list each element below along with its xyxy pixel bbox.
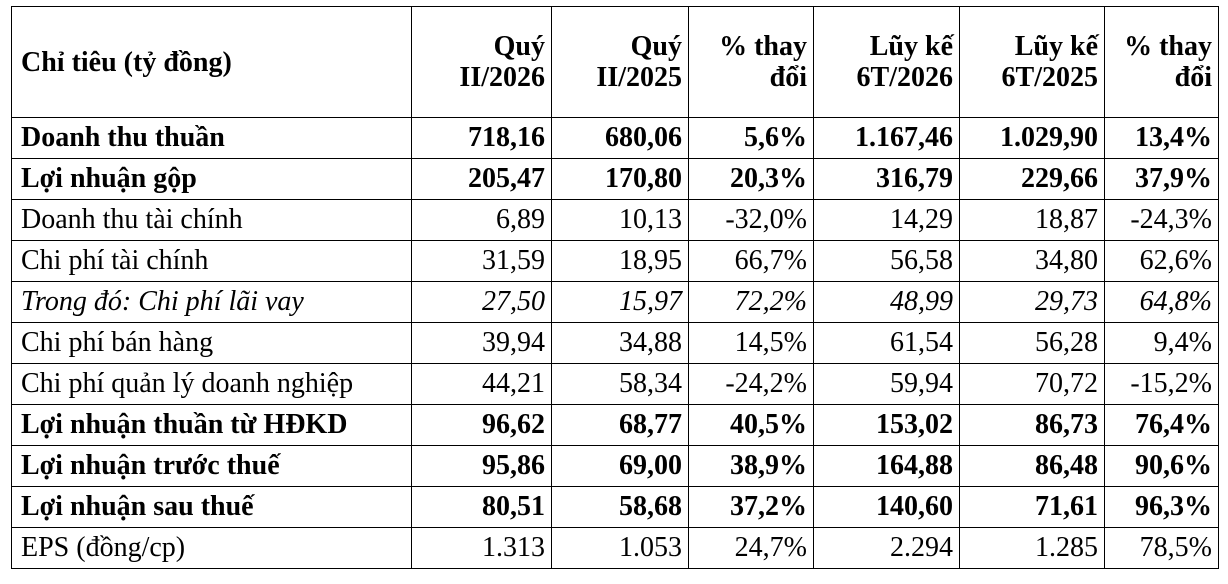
value-cell: 62,6%	[1105, 241, 1219, 282]
value-cell: 34,88	[552, 323, 689, 364]
value-cell: 40,5%	[689, 405, 814, 446]
value-cell: 24,7%	[689, 528, 814, 569]
value-cell: -24,2%	[689, 364, 814, 405]
value-cell: 680,06	[552, 118, 689, 159]
value-cell: 1.167,46	[814, 118, 960, 159]
table-row	[12, 446, 1219, 487]
value-cell: 66,7%	[689, 241, 814, 282]
value-cell: 59,94	[814, 364, 960, 405]
value-cell: 14,5%	[689, 323, 814, 364]
value-cell: 70,72	[960, 364, 1105, 405]
value-cell: 56,58	[814, 241, 960, 282]
value-cell: 61,54	[814, 323, 960, 364]
value-cell: 58,68	[552, 487, 689, 528]
table-row	[12, 118, 1219, 159]
value-cell: 20,3%	[689, 159, 814, 200]
value-cell: 78,5%	[1105, 528, 1219, 569]
value-cell: 96,3%	[1105, 487, 1219, 528]
financial-results-table	[11, 6, 1219, 569]
value-cell: 1.285	[960, 528, 1105, 569]
value-cell: 68,77	[552, 405, 689, 446]
table-row	[12, 282, 1219, 323]
value-cell: 140,60	[814, 487, 960, 528]
header-6m-2026: Lũy kế 6T/2026	[814, 7, 960, 118]
table-header-row	[12, 7, 1219, 118]
row-label: Lợi nhuận sau thuế	[12, 487, 412, 528]
value-cell: 71,61	[960, 487, 1105, 528]
header-quarter-change: % thay đổi	[689, 7, 814, 118]
value-cell: 718,16	[412, 118, 552, 159]
table-row	[12, 241, 1219, 282]
table-row	[12, 364, 1219, 405]
row-label: Lợi nhuận trước thuế	[12, 446, 412, 487]
value-cell: 76,4%	[1105, 405, 1219, 446]
value-cell: 9,4%	[1105, 323, 1219, 364]
table-row	[12, 323, 1219, 364]
value-cell: 5,6%	[689, 118, 814, 159]
row-label: Doanh thu tài chính	[12, 200, 412, 241]
table-row	[12, 405, 1219, 446]
value-cell: 15,97	[552, 282, 689, 323]
table-row	[12, 487, 1219, 528]
value-cell: 229,66	[960, 159, 1105, 200]
value-cell: 38,9%	[689, 446, 814, 487]
value-cell: 86,73	[960, 405, 1105, 446]
row-label: Lợi nhuận thuần từ HĐKD	[12, 405, 412, 446]
value-cell: 10,13	[552, 200, 689, 241]
row-label: Trong đó: Chi phí lãi vay	[12, 282, 412, 323]
header-q2-2026: Quý II/2026	[412, 7, 552, 118]
value-cell: 34,80	[960, 241, 1105, 282]
row-label: Doanh thu thuần	[12, 118, 412, 159]
value-cell: 48,99	[814, 282, 960, 323]
row-label: Chi phí tài chính	[12, 241, 412, 282]
value-cell: 56,28	[960, 323, 1105, 364]
value-cell: -15,2%	[1105, 364, 1219, 405]
value-cell: 86,48	[960, 446, 1105, 487]
header-6m-2025: Lũy kế 6T/2025	[960, 7, 1105, 118]
table-row	[12, 528, 1219, 569]
table-row	[12, 200, 1219, 241]
value-cell: 13,4%	[1105, 118, 1219, 159]
value-cell: 64,8%	[1105, 282, 1219, 323]
value-cell: 27,50	[412, 282, 552, 323]
value-cell: 69,00	[552, 446, 689, 487]
header-indicator: Chỉ tiêu (tỷ đồng)	[12, 7, 412, 118]
value-cell: 37,2%	[689, 487, 814, 528]
row-label: Lợi nhuận gộp	[12, 159, 412, 200]
value-cell: 205,47	[412, 159, 552, 200]
value-cell: 164,88	[814, 446, 960, 487]
header-q2-2025: Quý II/2025	[552, 7, 689, 118]
value-cell: 39,94	[412, 323, 552, 364]
row-label: Chi phí quản lý doanh nghiệp	[12, 364, 412, 405]
value-cell: 29,73	[960, 282, 1105, 323]
value-cell: 72,2%	[689, 282, 814, 323]
row-label: Chi phí bán hàng	[12, 323, 412, 364]
value-cell: 80,51	[412, 487, 552, 528]
value-cell: 2.294	[814, 528, 960, 569]
value-cell: 14,29	[814, 200, 960, 241]
value-cell: 44,21	[412, 364, 552, 405]
value-cell: -32,0%	[689, 200, 814, 241]
value-cell: 153,02	[814, 405, 960, 446]
value-cell: 58,34	[552, 364, 689, 405]
value-cell: 37,9%	[1105, 159, 1219, 200]
value-cell: 18,95	[552, 241, 689, 282]
value-cell: 170,80	[552, 159, 689, 200]
value-cell: 1.029,90	[960, 118, 1105, 159]
table-row	[12, 159, 1219, 200]
header-6m-change: % thay đổi	[1105, 7, 1219, 118]
value-cell: 1.313	[412, 528, 552, 569]
value-cell: 316,79	[814, 159, 960, 200]
value-cell: 18,87	[960, 200, 1105, 241]
value-cell: 96,62	[412, 405, 552, 446]
value-cell: 31,59	[412, 241, 552, 282]
value-cell: 90,6%	[1105, 446, 1219, 487]
value-cell: -24,3%	[1105, 200, 1219, 241]
value-cell: 6,89	[412, 200, 552, 241]
value-cell: 1.053	[552, 528, 689, 569]
row-label: EPS (đồng/cp)	[12, 528, 412, 569]
value-cell: 95,86	[412, 446, 552, 487]
